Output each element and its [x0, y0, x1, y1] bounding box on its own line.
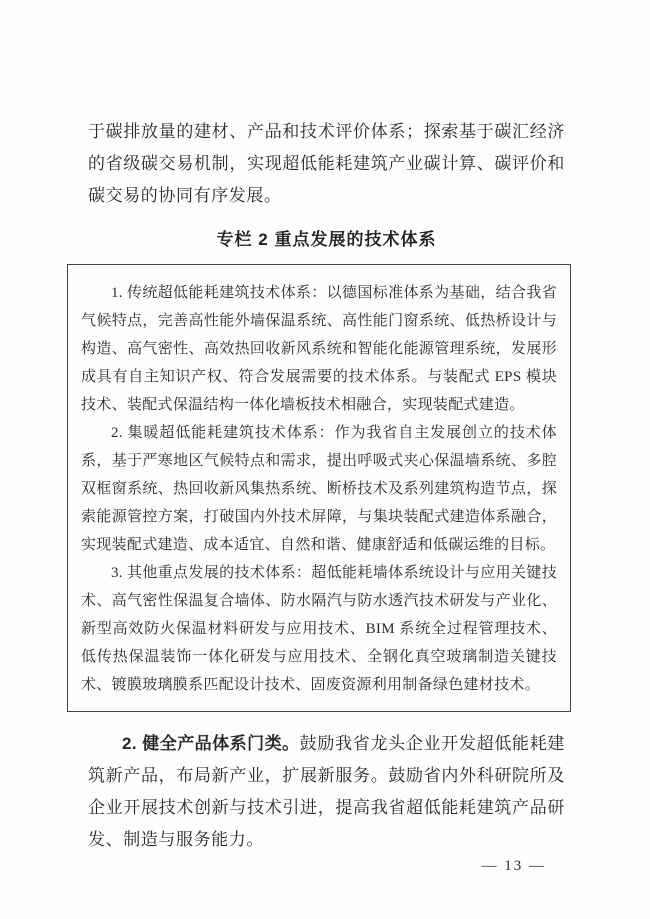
body-paragraph [88, 728, 565, 856]
box-paragraph-1: 1. 传统超低能耗建筑技术体系：以德国标准体系为基础，结合我省气候特点，完善高性能外墙保温系统、高性能门窗系统、低热桥设计与构造、高气密性、高效热回收新风系统和智能化能源管理系统，发展形成具有自主知识产权、符合发展需要的技术体系。与装配式 EPS 模块技术、装配式保温结构一体化墙板技术相融合，实现装配式建造。 [81, 285, 557, 413]
box-paragraph-2: 2. 集暖超低能耗建筑技术体系：作为我省自主发展创立的技术体系，基于严寒地区气候特点和需求，提出呼吸式夹心保温墙系统、多腔双框窗系统、热回收新风集热系统、断桥技术及系列建筑构造节点，探索能源管控方案，打破国内外技术屏障，与集块装配式建造体系融合，实现装配式建造、成本适宜、自然和谐、健康舒适和低碳运维的目标。 [81, 425, 557, 553]
column-box-title: 专栏 2 重点发展的技术体系 [216, 230, 437, 249]
column-box [67, 264, 571, 712]
body-paragraph-text: 鼓励我省龙头企业开发超低能耗建筑新产品，布局新产业，扩展新服务。鼓励省内外科研院所及企业开展技术创新与技术引进，提高我省超低能耗建筑产品研发、制造与服务能力。 [88, 734, 566, 849]
intro-paragraph: 于碳排放量的建材、产品和技术评价体系；探索基于碳汇经济的省级碳交易机制，实现超低能耗建筑产业碳计算、碳评价和碳交易的协同有序发展。 [88, 122, 565, 205]
page-number: — 13 — [481, 858, 546, 874]
box-paragraph-3: 3. 其他重点发展的技术体系：超低能耗墙体系统设计与应用关键技术、高气密性保温复合墙体、防水隔汽与防水透汽技术研发与产业化、新型高效防火保温材料研发与应用技术、BIM 系统全过程管理技术、低传热保温装饰一体化研发与应用技术、全钢化真空玻璃制造关键技术、镀膜玻璃膜系匹配设计技术、固废资源利用制备绿色建材技术。 [81, 565, 557, 693]
body-paragraph-lead: 2. 健全产品体系门类。 [122, 734, 300, 753]
